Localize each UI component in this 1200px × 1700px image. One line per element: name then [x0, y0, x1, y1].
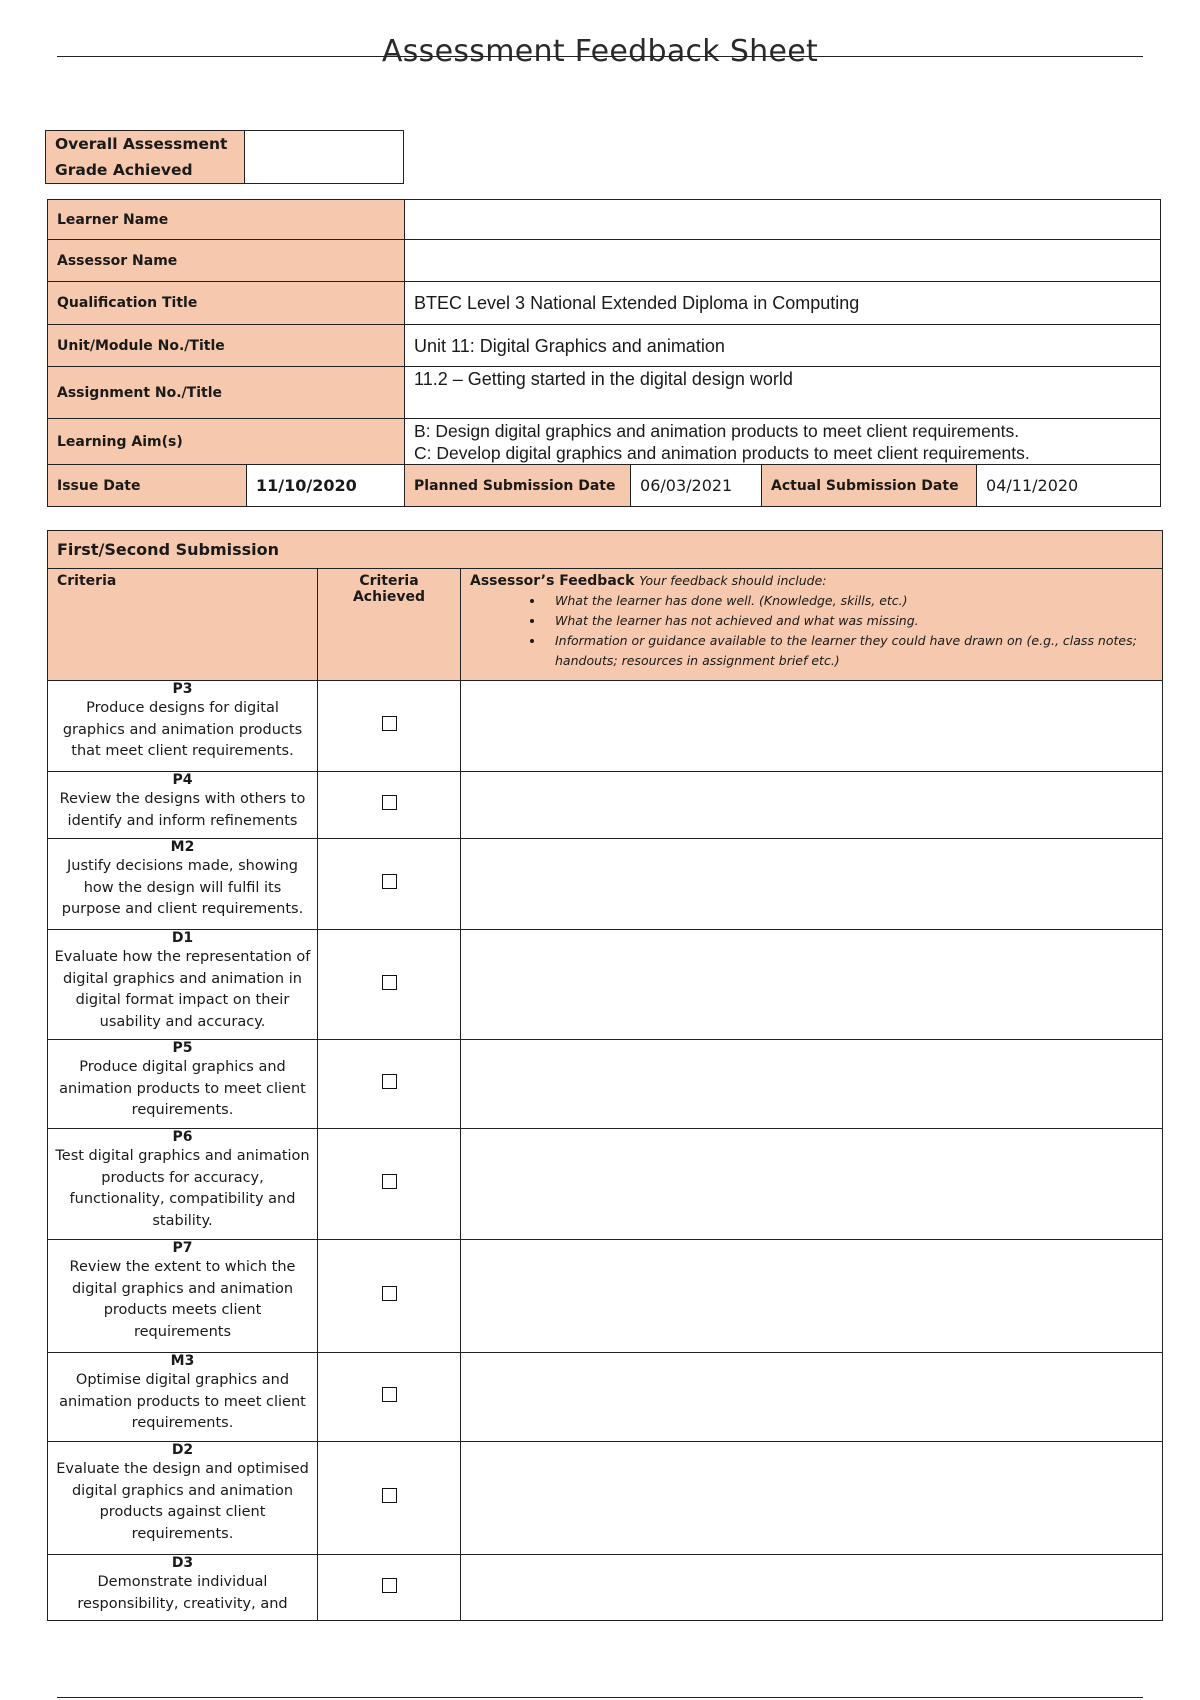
- criteria-cell: [48, 1240, 318, 1353]
- criteria-description: Justify decisions made, showing how the design will fulfil its purpose and client requirements.: [61, 858, 304, 917]
- criteria-column-header: Criteria: [48, 569, 318, 681]
- learner-name-field[interactable]: [405, 200, 1161, 240]
- criteria-achieved-cell: [318, 1442, 461, 1555]
- feedback-guidance-item: • What the learner has not achieved and what was missing.: [545, 611, 1153, 631]
- criteria-description: Review the extent to which the digital graphics and animation products meets client requirements: [69, 1259, 296, 1340]
- feedback-guidance-list: [470, 591, 1153, 671]
- overall-grade-field[interactable]: [245, 131, 404, 184]
- criteria-achieved-checkbox[interactable]: [382, 1578, 397, 1593]
- criteria-description: Produce designs for digital graphics and animation products that meet client requirements.: [62, 700, 303, 759]
- overall-grade-label-line1: Overall Assessment: [55, 135, 228, 153]
- criteria-cell: [48, 1040, 318, 1129]
- criteria-description: Test digital graphics and animation products for accuracy, functionality, compatibility and stability.: [55, 1148, 310, 1229]
- assessor-feedback-field[interactable]: [461, 930, 1163, 1040]
- qualification-title-value: BTEC Level 3 National Extended Diploma in Computing: [405, 282, 1161, 325]
- criteria-achieved-cell: [318, 1555, 461, 1621]
- criteria-row: [48, 930, 1163, 1040]
- planned-submission-value: 06/03/2021: [631, 465, 762, 507]
- assessor-feedback-field[interactable]: [461, 1240, 1163, 1353]
- criteria-row: [48, 839, 1163, 930]
- criteria-cell: [48, 839, 318, 930]
- criteria-achieved-checkbox[interactable]: [382, 1074, 397, 1089]
- assessor-name-label: Assessor Name: [48, 240, 405, 282]
- criteria-cell: [48, 1129, 318, 1240]
- learning-aims-label: Learning Aim(s): [48, 419, 405, 465]
- assessor-feedback-field[interactable]: [461, 1129, 1163, 1240]
- criteria-code: P4: [172, 772, 193, 788]
- criteria-cell: [48, 930, 318, 1040]
- criteria-achieved-checkbox[interactable]: [382, 716, 397, 731]
- criteria-achieved-cell: [318, 772, 461, 839]
- overall-grade-table: [45, 130, 404, 184]
- criteria-achieved-checkbox[interactable]: [382, 795, 397, 810]
- criteria-achieved-cell: [318, 681, 461, 772]
- criteria-achieved-checkbox[interactable]: [382, 1488, 397, 1503]
- criteria-achieved-cell: [318, 839, 461, 930]
- assignment-title-label: Assignment No./Title: [48, 367, 405, 419]
- criteria-cell: [48, 1353, 318, 1442]
- actual-submission-value: 04/11/2020: [977, 465, 1161, 507]
- criteria-code: P5: [172, 1040, 193, 1056]
- criteria-row: [48, 1240, 1163, 1353]
- unit-title-label: Unit/Module No./Title: [48, 325, 405, 367]
- criteria-code: M2: [170, 839, 195, 855]
- criteria-cell: [48, 1555, 318, 1621]
- overall-grade-label-line2: Grade Achieved: [55, 161, 193, 179]
- criteria-achieved-header-line1: Criteria: [359, 573, 419, 589]
- assessor-feedback-field[interactable]: [461, 1040, 1163, 1129]
- criteria-achieved-cell: [318, 1353, 461, 1442]
- criteria-description: Optimise digital graphics and animation products to meet client requirements.: [59, 1372, 306, 1431]
- criteria-achieved-checkbox[interactable]: [382, 975, 397, 990]
- criteria-cell: [48, 681, 318, 772]
- planned-submission-label: Planned Submission Date: [405, 465, 631, 507]
- criteria-achieved-checkbox[interactable]: [382, 1387, 397, 1402]
- criteria-description: Produce digital graphics and animation products to meet client requirements.: [59, 1059, 306, 1118]
- assessor-feedback-field[interactable]: [461, 1555, 1163, 1621]
- criteria-description: Demonstrate individual responsibility, creativity, and: [77, 1574, 288, 1612]
- criteria-code: D3: [171, 1555, 194, 1571]
- criteria-row: [48, 1040, 1163, 1129]
- assessor-feedback-column-header: [461, 569, 1163, 681]
- submission-section-title: First/Second Submission: [48, 531, 1163, 569]
- criteria-code: P3: [172, 681, 193, 697]
- criteria-achieved-checkbox[interactable]: [382, 1174, 397, 1189]
- criteria-feedback-table: [47, 530, 1163, 1621]
- learner-details-table: [47, 199, 1161, 507]
- criteria-achieved-column-header: [318, 569, 461, 681]
- criteria-row: [48, 1129, 1163, 1240]
- qualification-title-label: Qualification Title: [48, 282, 405, 325]
- footer-rule: [57, 1697, 1143, 1698]
- criteria-row: [48, 1555, 1163, 1621]
- criteria-code: M3: [170, 1353, 195, 1369]
- criteria-code: P6: [172, 1129, 193, 1145]
- assessor-feedback-field[interactable]: [461, 1442, 1163, 1555]
- assessor-feedback-field[interactable]: [461, 839, 1163, 930]
- assessor-feedback-title: Assessor’s Feedback: [470, 573, 635, 589]
- unit-title-value: Unit 11: Digital Graphics and animation: [405, 325, 1161, 367]
- criteria-achieved-checkbox[interactable]: [382, 1286, 397, 1301]
- criteria-achieved-cell: [318, 1240, 461, 1353]
- criteria-row: [48, 1353, 1163, 1442]
- assessor-feedback-field[interactable]: [461, 772, 1163, 839]
- issue-date-label: Issue Date: [48, 465, 247, 507]
- criteria-achieved-header-line2: Achieved: [352, 589, 426, 605]
- criteria-code: P7: [172, 1240, 193, 1256]
- learning-aim-c: C: Develop digital graphics and animation products to meet client requirements.: [414, 442, 1030, 463]
- page-title: Assessment Feedback Sheet: [381, 34, 819, 69]
- criteria-row: [48, 772, 1163, 839]
- criteria-code: D2: [171, 1442, 194, 1458]
- actual-submission-label: Actual Submission Date: [762, 465, 977, 507]
- criteria-description: Evaluate how the representation of digital graphics and animation in digital format impact on their usability and accuracy.: [54, 949, 311, 1030]
- learning-aim-b: B: Design digital graphics and animation products to meet client requirements.: [414, 420, 1020, 441]
- criteria-description: Evaluate the design and optimised digital graphics and animation products against client requirements.: [56, 1461, 309, 1542]
- assessor-feedback-field[interactable]: [461, 1353, 1163, 1442]
- feedback-guidance-item: • What the learner has done well. (Knowledge, skills, etc.): [545, 591, 1153, 611]
- assessor-feedback-intro: Your feedback should include:: [639, 573, 827, 588]
- criteria-achieved-cell: [318, 930, 461, 1040]
- criteria-description: Review the designs with others to identify and inform refinements: [59, 791, 306, 829]
- feedback-guidance-item: • Information or guidance available to the learner they could have drawn on (e.g., class notes; handouts; resources in assignment brief etc.): [545, 631, 1153, 671]
- criteria-achieved-cell: [318, 1040, 461, 1129]
- assessor-feedback-field[interactable]: [461, 681, 1163, 772]
- assessor-name-field[interactable]: [405, 240, 1161, 282]
- criteria-achieved-cell: [318, 1129, 461, 1240]
- criteria-row: [48, 1442, 1163, 1555]
- criteria-achieved-checkbox[interactable]: [382, 874, 397, 889]
- criteria-cell: [48, 1442, 318, 1555]
- learner-name-label: Learner Name: [48, 200, 405, 240]
- overall-grade-label: [46, 131, 245, 184]
- assignment-title-value: 11.2 – Getting started in the digital design world: [405, 367, 1161, 419]
- issue-date-value: 11/10/2020: [247, 465, 405, 507]
- criteria-code: D1: [171, 930, 194, 946]
- criteria-cell: [48, 772, 318, 839]
- criteria-row: [48, 681, 1163, 772]
- learning-aims-value: [405, 419, 1161, 465]
- header-rule: [57, 56, 1143, 57]
